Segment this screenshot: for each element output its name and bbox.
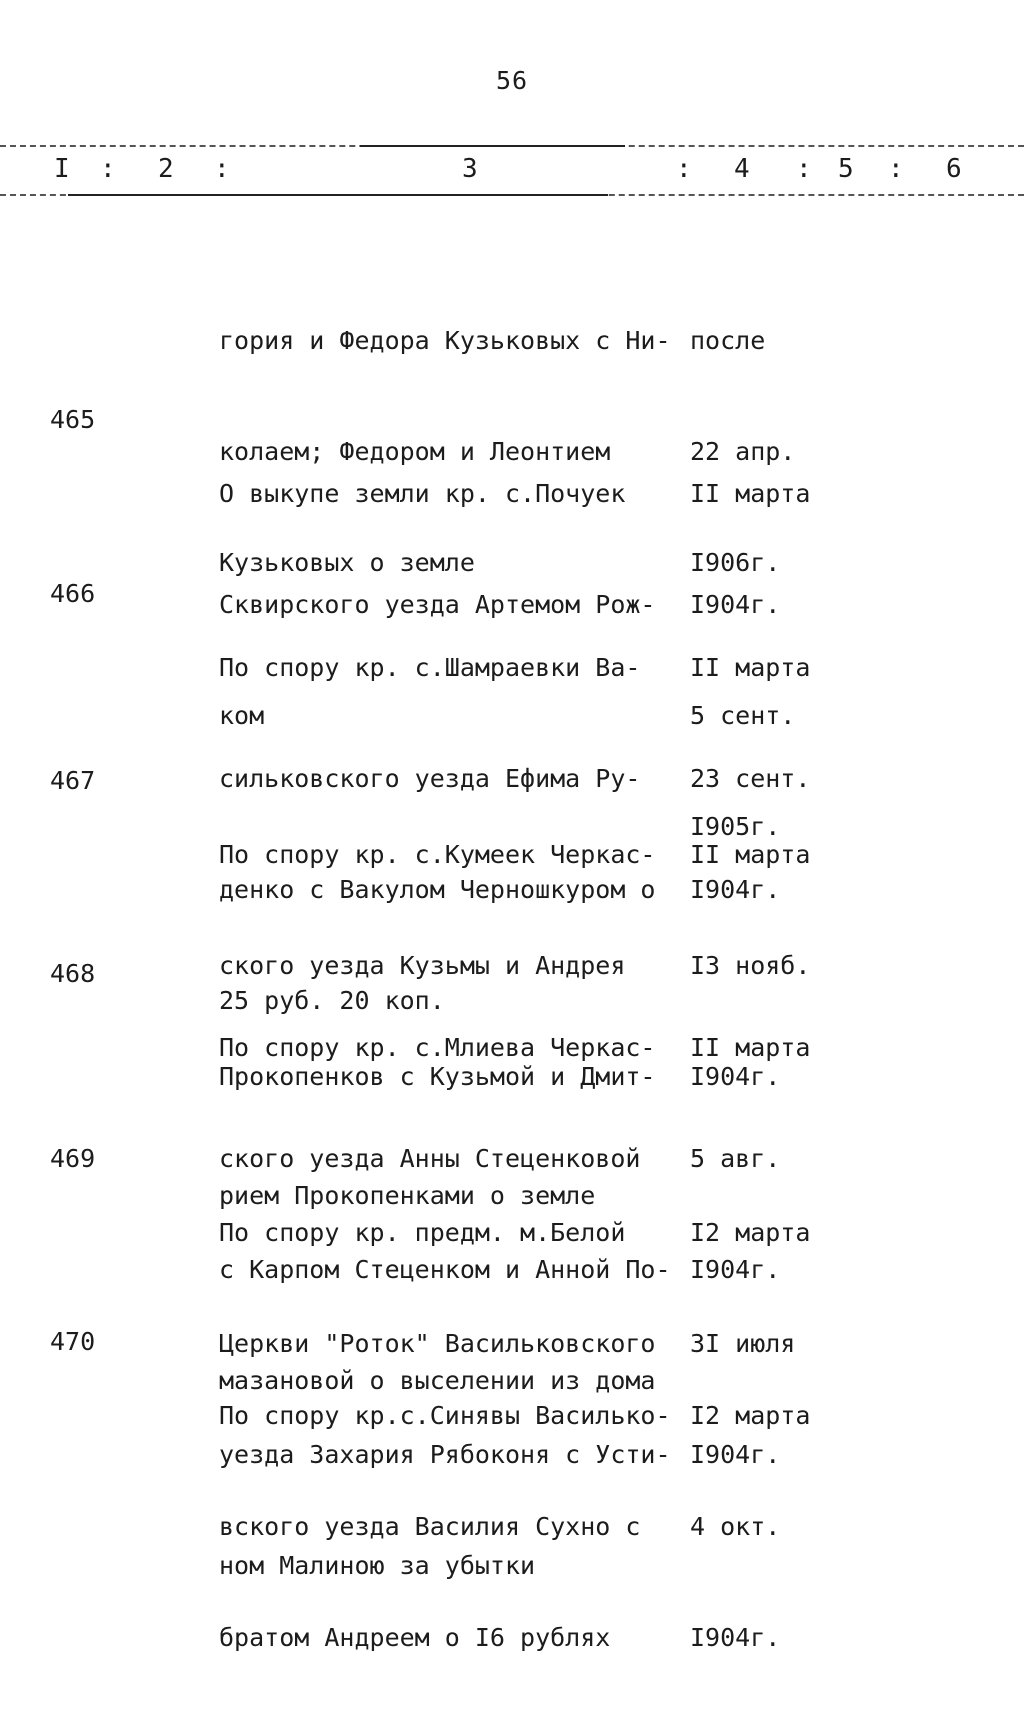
entry-number: 467 [50, 766, 96, 795]
column-header-5: 5 [838, 154, 854, 184]
column-header-3: 3 [462, 154, 478, 184]
description-line: По спору кр.с.Синявы Василько- [219, 1401, 671, 1430]
description-line: Прокопенков с Кузьмой и Дмит- [219, 1062, 656, 1091]
description-line: По спору кр. предм. м.Белой [219, 1218, 626, 1247]
date-line: 23 сент. [690, 764, 811, 793]
column-separator: : [676, 154, 692, 184]
column-separator: : [796, 154, 812, 184]
column-header-6: 6 [946, 154, 962, 184]
description-line: денко с Вакулом Черношкуром о [219, 875, 656, 904]
date-line: II марта [690, 653, 811, 682]
description-line: Кузьковых о земле [219, 548, 475, 577]
header-rule-bottom-solid [68, 194, 608, 196]
description-line: гория и Федора Кузьковых с Ни- [219, 326, 671, 355]
column-header-1: I [54, 154, 70, 184]
date-line: 5 сент. [690, 701, 796, 730]
description-line: По спору кр. с.Млиева Черкас- [219, 1033, 656, 1062]
date-line: I906г. [690, 548, 781, 577]
description-line: ном Малиною за убытки [219, 1551, 536, 1580]
date-line: II марта [690, 1033, 811, 1062]
date-line: I3 нояб. [690, 951, 811, 980]
column-header-2: 2 [158, 154, 174, 184]
date-line: II марта [690, 479, 811, 508]
column-separator: : [214, 154, 230, 184]
date-line: II марта [690, 840, 811, 869]
description-line: По спору кр. с.Шамраевки Ва- [219, 653, 641, 682]
date-line: после [690, 326, 766, 355]
description-line: ского уезда Кузьмы и Андрея [219, 951, 626, 980]
header-rule-top-solid [360, 145, 625, 147]
column-separator: : [100, 154, 116, 184]
date-line: I904г. [690, 875, 781, 904]
date-line: 22 апр. [690, 437, 796, 466]
date-line: I904г. [690, 1440, 781, 1469]
column-header-4: 4 [734, 154, 750, 184]
date-line: I904г. [690, 590, 781, 619]
description-line: с Карпом Стеценком и Анной По- [219, 1255, 671, 1284]
description-line: Сквирского уезда Артемом Рож- [219, 590, 656, 619]
date-line: I905г. [690, 812, 781, 841]
description-line: рием Прокопенками о земле [219, 1181, 596, 1210]
entry-number: 466 [50, 579, 96, 608]
description-line: О выкупе земли кр. с.Почуек [219, 479, 626, 508]
description-line: 25 руб. 20 коп. [219, 986, 445, 1015]
entry-description [219, 1323, 679, 1730]
date-line: I2 марта [690, 1401, 811, 1430]
column-separator: : [888, 154, 904, 184]
date-line: 3I июля [690, 1329, 796, 1358]
description-line: ком [219, 701, 265, 730]
description-line: вского уезда Василия Сухно с [219, 1512, 641, 1541]
entry-number: 470 [50, 1327, 96, 1356]
description-line: уезда Захария Рябоконя с Усти- [219, 1440, 671, 1469]
description-line: колаем; Федором и Леонтием [219, 437, 611, 466]
description-line: ского уезда Анны Стеценковой [219, 1144, 641, 1173]
description-line: мазановой о выселении из дома [219, 1366, 656, 1395]
page-number: 56 [495, 66, 529, 95]
entry-number: 468 [50, 959, 96, 988]
date-line: I2 марта [690, 1218, 811, 1247]
entry-number: 465 [50, 405, 96, 434]
date-line: I904г. [690, 1062, 781, 1091]
date-line: I904г. [690, 1255, 781, 1284]
date-line: 4 окт. [690, 1512, 781, 1541]
description-line: сильковского уезда Ефима Ру- [219, 764, 641, 793]
date-line: I904г. [690, 1623, 781, 1652]
entry-number: 469 [50, 1144, 96, 1173]
description-line: Церкви "Роток" Васильковского [219, 1329, 656, 1358]
description-line: братом Андреем о I6 рублях [219, 1623, 611, 1652]
date-line: 5 авг. [690, 1144, 781, 1173]
description-line: По спору кр. с.Кумеек Черкас- [219, 840, 656, 869]
entry-dates [690, 1323, 830, 1730]
